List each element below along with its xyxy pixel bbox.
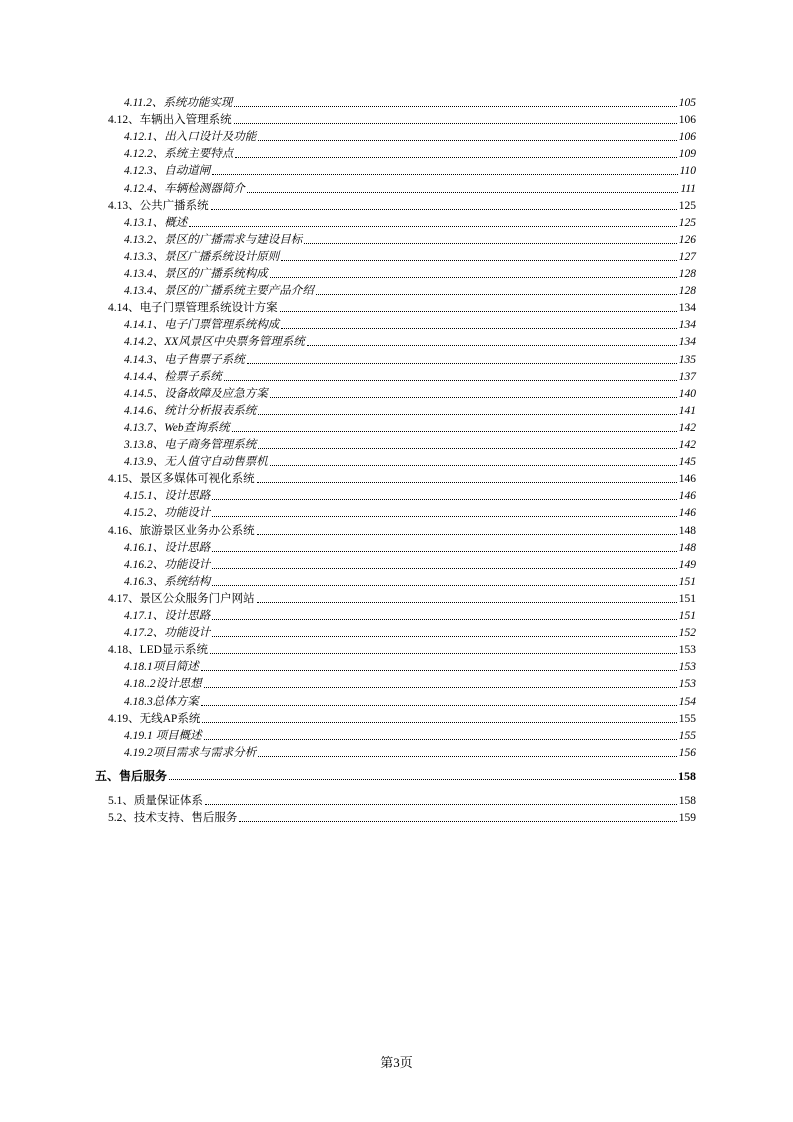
toc-dot-leader — [212, 551, 677, 552]
toc-entry[interactable] — [124, 265, 696, 281]
toc-entry-page: 146 — [678, 490, 696, 503]
toc-dot-leader — [270, 277, 677, 278]
toc-entry-title: 4.14.6、统计分析报表系统 — [124, 404, 257, 417]
toc-entry[interactable] — [124, 214, 696, 230]
toc-entry-page: 140 — [678, 387, 696, 400]
toc-entry-title: 4.16.2、功能设计 — [124, 558, 211, 571]
toc-entry[interactable] — [124, 556, 696, 572]
toc-entry[interactable] — [108, 470, 696, 486]
toc-entry[interactable] — [124, 675, 696, 691]
toc-dot-leader — [224, 380, 677, 381]
toc-dot-leader — [280, 311, 677, 312]
toc-dot-leader — [234, 106, 676, 107]
toc-entry-page: 153 — [678, 644, 696, 657]
toc-entry-page: 142 — [678, 439, 696, 451]
toc-entry-page: 149 — [678, 558, 696, 571]
toc-dot-leader — [212, 619, 677, 620]
toc-entry-title: 五、售后服务 — [95, 768, 168, 783]
toc-entry-title: 4.18、LED显示系统 — [108, 644, 208, 657]
toc-entry[interactable] — [124, 351, 696, 367]
toc-entry-title: 4.18.3总体方案 — [124, 695, 199, 708]
toc-dot-leader — [201, 670, 677, 671]
toc-entry-title: 4.18.1项目简述 — [124, 661, 199, 674]
toc-entry-page: 110 — [679, 165, 696, 178]
toc-entry[interactable] — [108, 590, 696, 606]
toc-entry-page: 145 — [678, 456, 696, 469]
toc-entry-page: 154 — [678, 695, 696, 708]
toc-entry-title: 4.13.7、Web查询系统 — [124, 421, 230, 434]
toc-dot-leader — [232, 431, 677, 432]
toc-entry-page: 106 — [678, 114, 696, 127]
toc-entry-title: 4.12.2、系统主要特点 — [124, 148, 234, 161]
toc-entry[interactable] — [108, 809, 696, 825]
toc-entry[interactable] — [124, 573, 696, 589]
toc-entry[interactable] — [124, 368, 696, 384]
toc-entry-title: 4.13.9、无人值守自动售票机 — [124, 456, 268, 469]
toc-dot-leader — [204, 739, 677, 740]
toc-entry-title: 4.17.1、设计思路 — [124, 610, 211, 622]
toc-entry[interactable] — [124, 333, 696, 349]
toc-entry-page: 148 — [678, 541, 696, 554]
toc-dot-leader — [212, 568, 677, 569]
toc-dot-leader — [257, 482, 677, 483]
toc-entry[interactable] — [124, 504, 696, 520]
toc-entry[interactable] — [124, 453, 696, 469]
toc-entry[interactable] — [124, 145, 696, 161]
toc-entry-title: 4.17.2、功能设计 — [124, 627, 211, 640]
toc-entry-page: 151 — [678, 610, 696, 622]
toc-entry[interactable] — [124, 744, 696, 760]
toc-entry-page: 153 — [678, 661, 696, 674]
toc-entry-page: 158 — [678, 795, 696, 807]
toc-entry-page: 155 — [678, 712, 696, 725]
toc-entry-page: 134 — [678, 319, 696, 332]
toc-entry[interactable] — [124, 94, 696, 110]
toc-entry[interactable] — [108, 641, 696, 657]
toc-entry-page: 146 — [678, 473, 696, 486]
toc-entry-page: 128 — [678, 285, 696, 298]
toc-entry-page: 109 — [678, 148, 696, 161]
toc-dot-leader — [201, 705, 677, 706]
toc-dot-leader — [247, 192, 679, 193]
toc-dot-leader — [270, 397, 677, 398]
toc-entry[interactable] — [108, 299, 696, 315]
toc-dot-leader — [258, 448, 677, 449]
toc-entry[interactable] — [124, 607, 696, 623]
toc-entry-page: 148 — [678, 524, 696, 537]
toc-dot-leader — [212, 174, 677, 175]
toc-entry-page: 125 — [678, 216, 696, 229]
toc-entry[interactable] — [124, 248, 696, 264]
toc-entry[interactable] — [124, 539, 696, 555]
toc-entry-page: 137 — [678, 370, 696, 383]
toc-entry-title: 4.16.1、设计思路 — [124, 541, 211, 554]
toc-entry-page: 153 — [678, 678, 696, 691]
toc-entry-title: 4.15.2、功能设计 — [124, 507, 211, 520]
toc-entry-title: 3.13.8、电子商务管理系统 — [124, 439, 257, 451]
toc-dot-leader — [189, 226, 677, 227]
toc-entry[interactable] — [124, 316, 696, 332]
toc-entry-title: 4.14.5、设备故障及应急方案 — [124, 387, 268, 400]
toc-entry[interactable] — [124, 436, 696, 452]
toc-dot-leader — [258, 140, 677, 141]
toc-dot-leader — [211, 209, 677, 210]
toc-entry-page: 106 — [678, 131, 696, 144]
toc-dot-leader — [205, 804, 677, 805]
toc-entry[interactable] — [124, 487, 696, 503]
toc-entry-page: 142 — [678, 421, 696, 434]
toc-entry-title: 4.13.4、景区的广播系统主要产品介绍 — [124, 285, 314, 298]
toc-dot-leader — [270, 465, 677, 466]
toc-entry-page: 151 — [678, 575, 696, 588]
toc-entry-page: 127 — [678, 250, 696, 263]
toc-dot-leader — [247, 363, 677, 364]
toc-entry[interactable] — [124, 727, 696, 743]
toc-entry[interactable] — [124, 128, 696, 144]
toc-dot-leader — [169, 779, 676, 780]
toc-dot-leader — [212, 585, 677, 586]
toc-entry-title: 4.12.4、车辆检测器简介 — [124, 182, 245, 195]
toc-entry[interactable] — [124, 385, 696, 401]
toc-entry-title: 4.11.2、系统功能实现 — [124, 97, 233, 109]
toc-entry-title: 4.12、车辆出入管理系统 — [108, 114, 232, 127]
toc-entry-title: 4.16、旅游景区业务办公系统 — [108, 524, 255, 537]
toc-dot-leader — [281, 260, 677, 261]
toc-entry-title: 4.14.4、检票子系统 — [124, 370, 222, 383]
toc-entry[interactable] — [108, 111, 696, 127]
toc-entry-title: 4.14.3、电子售票子系统 — [124, 353, 245, 366]
toc-entry[interactable] — [124, 624, 696, 640]
toc-entry-title: 4.13.2、景区的广播需求与建设目标 — [124, 233, 303, 246]
toc-entry[interactable] — [124, 180, 696, 196]
toc-entry-title: 4.13.3、景区广播系统设计原则 — [124, 250, 280, 263]
toc-entry[interactable] — [95, 767, 696, 783]
toc-entry-title: 4.14.2、XX风景区中央票务管理系统 — [124, 336, 305, 349]
toc-entry-page: 146 — [678, 507, 696, 520]
toc-entry-title: 4.12.3、自动道闸 — [124, 165, 211, 178]
toc-entry-page: 134 — [678, 302, 696, 315]
toc-entry-page: 158 — [678, 768, 696, 783]
toc-entry-page: 151 — [678, 592, 696, 605]
toc-entry-page: 126 — [678, 233, 696, 246]
toc-entry-title: 4.13.4、景区的广播系统构成 — [124, 268, 268, 280]
toc-entry[interactable] — [108, 710, 696, 726]
toc-dot-leader — [235, 157, 677, 158]
toc-dot-leader — [210, 653, 677, 654]
toc-entry[interactable] — [108, 197, 696, 213]
toc-entry[interactable] — [124, 162, 696, 178]
toc-entry-title: 4.15.1、设计思路 — [124, 490, 211, 503]
toc-entry[interactable] — [108, 792, 696, 808]
toc-dot-leader — [204, 687, 677, 688]
toc-entry-page: 152 — [678, 627, 696, 640]
toc-entry[interactable] — [124, 658, 696, 674]
page-number: 第3页 — [380, 1055, 413, 1070]
toc-entry-page: 141 — [678, 404, 696, 417]
toc-entry-title: 4.18..2设计思想 — [124, 678, 202, 691]
toc-entry-page: 135 — [678, 353, 696, 366]
toc-entry[interactable] — [108, 522, 696, 538]
toc-entry-page: 105 — [678, 97, 696, 109]
toc-entry-title: 4.12.1、出入口设计及功能 — [124, 131, 257, 144]
toc-entry[interactable] — [124, 231, 696, 247]
toc-dot-leader — [257, 534, 677, 535]
toc-entry-title: 4.13.1、概述 — [124, 216, 188, 229]
toc-entry-title: 5.2、技术支持、售后服务 — [108, 812, 238, 825]
toc-dot-leader — [258, 756, 677, 757]
toc-entry-page: 125 — [678, 199, 696, 212]
toc-dot-leader — [307, 345, 677, 346]
toc-entry-title: 4.14.1、电子门票管理系统构成 — [124, 319, 280, 332]
toc-entry[interactable] — [124, 282, 696, 298]
toc-dot-leader — [239, 821, 676, 822]
toc-entry-title: 4.15、景区多媒体可视化系统 — [108, 473, 255, 486]
toc-entry-page: 155 — [678, 729, 696, 742]
toc-entry[interactable] — [124, 693, 696, 709]
toc-entry-page: 111 — [680, 182, 696, 195]
toc-entry-title: 4.19.1 项目概述 — [124, 729, 202, 742]
toc-entry-title: 4.19、无线AP系统 — [108, 712, 201, 725]
toc-entry-title: 4.17、景区公众服务门户网站 — [108, 592, 255, 605]
toc-dot-leader — [304, 243, 677, 244]
toc-entry-page: 134 — [678, 336, 696, 349]
toc-entry-title: 4.19.2项目需求与需求分析 — [124, 746, 257, 759]
toc-dot-leader — [281, 328, 677, 329]
toc-dot-leader — [257, 602, 677, 603]
toc-dot-leader — [234, 123, 677, 124]
toc-dot-leader — [202, 722, 676, 723]
toc-dot-leader — [316, 294, 677, 295]
toc-entry-page: 159 — [678, 812, 696, 825]
toc-dot-leader — [212, 516, 677, 517]
toc-entry-title: 5.1、质量保证体系 — [108, 795, 203, 807]
toc-entry-title: 4.16.3、系统结构 — [124, 575, 211, 588]
toc-entry-page: 128 — [678, 268, 696, 280]
toc-entry[interactable] — [124, 419, 696, 435]
toc-entry-title: 4.14、电子门票管理系统设计方案 — [108, 302, 278, 315]
toc-entry[interactable] — [124, 402, 696, 418]
toc-entry-title: 4.13、公共广播系统 — [108, 199, 209, 212]
toc-dot-leader — [212, 499, 677, 500]
toc-entry-page: 156 — [678, 746, 696, 759]
toc-dot-leader — [212, 636, 677, 637]
toc-dot-leader — [258, 414, 677, 415]
